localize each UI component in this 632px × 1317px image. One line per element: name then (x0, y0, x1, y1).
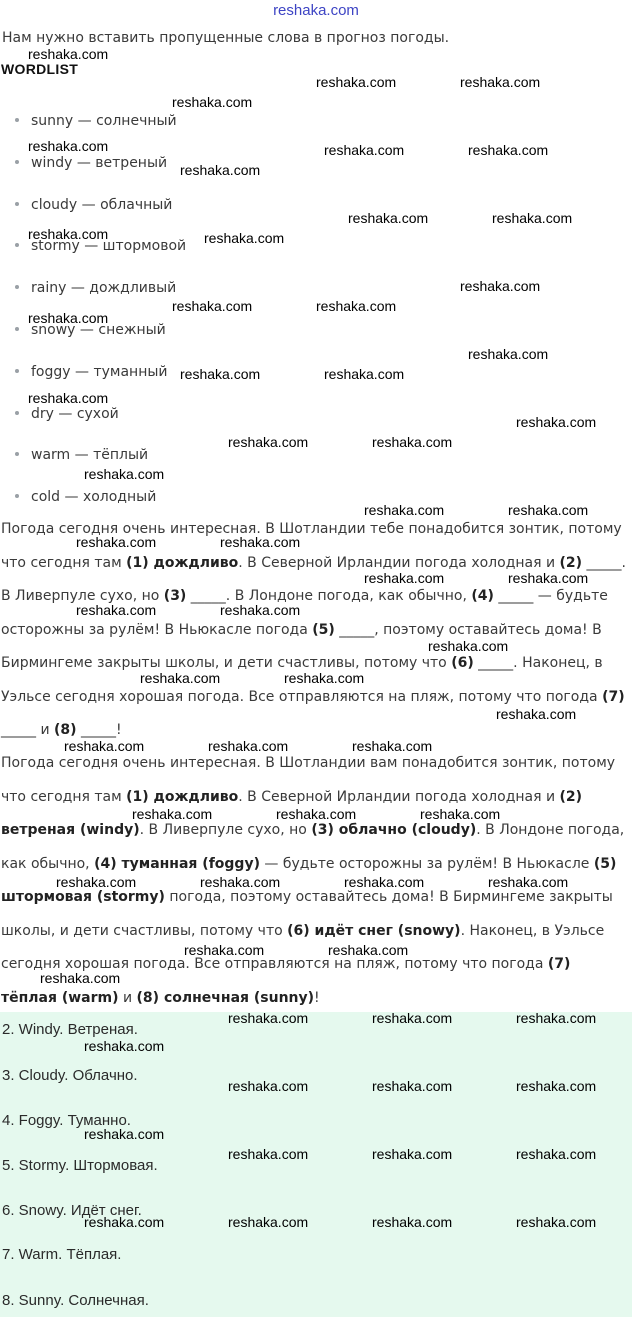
watermark-text: reshaka.com (180, 162, 261, 178)
watermark-text: reshaka.com (324, 366, 405, 382)
answer-line: 3. Cloudy. Облачно. (2, 1067, 138, 1084)
watermark-text: reshaka.com (324, 142, 405, 158)
watermark-text: reshaka.com (496, 706, 577, 722)
watermark-text: reshaka.com (204, 230, 285, 246)
watermark-text: reshaka.com (228, 1078, 309, 1094)
bullet-icon (15, 285, 19, 289)
watermark-text: reshaka.com (56, 874, 137, 890)
bullet-icon (15, 160, 19, 164)
watermark-text: reshaka.com (172, 94, 253, 110)
watermark-text: reshaka.com (420, 806, 501, 822)
answer-line: 8. Sunny. Солнечная. (2, 1292, 149, 1309)
watermark-text: reshaka.com (316, 298, 397, 314)
solution-paragraph: Погода сегодня очень интересная. В Шотландии вам понадобится зонтик, потому что сегодня там (1) дождливо. В Северной Ирландии погода холодная и (2) ветреная (windy). В Ливерпуле сухо, но (3) облачно (cloudy). В Лондоне погода, как обычно, (4) туманная (foggy) — будьте осторожны за рулём! В Ньюкасле (5) штормовая (stormy) погода, поэтому оставайтесь дома! В Бирмингеме закрыты школы, и дети счастливы, потому что (6) идёт снег (snowy). Наконец, в Уэльсе сегодня хорошая погода. Все отправляются на пляж, потому что погода (7) тёплая (warm) и (8) солнечная (sunny)! (1, 755, 625, 1006)
bullet-icon (15, 243, 19, 247)
watermark-text: reshaka.com (76, 602, 157, 618)
watermark-text: reshaka.com (180, 366, 261, 382)
watermark-text: reshaka.com (84, 1214, 165, 1230)
watermark-text: reshaka.com (372, 1146, 453, 1162)
watermark-text: reshaka.com (284, 670, 365, 686)
answer-line: 6. Snowy. Идёт снег. (2, 1202, 142, 1219)
list-item: windy — ветреный (15, 152, 186, 194)
watermark-text: reshaka.com (28, 138, 109, 154)
bullet-icon (15, 369, 19, 373)
watermark-text: reshaka.com (348, 210, 429, 226)
watermark-text: reshaka.com (492, 210, 573, 226)
watermark-text: reshaka.com (84, 1038, 165, 1054)
watermark-text: reshaka.com (468, 142, 549, 158)
watermark-text: reshaka.com (488, 874, 569, 890)
watermark-text: reshaka.com (228, 1146, 309, 1162)
watermark-text: reshaka.com (364, 502, 445, 518)
watermark-text: reshaka.com (184, 942, 265, 958)
intro-text: Нам нужно вставить пропущенные слова в прогноз погоды. (2, 30, 450, 46)
watermark-text: reshaka.com (40, 970, 121, 986)
watermark-text: reshaka.com (372, 1214, 453, 1230)
watermark-text: reshaka.com (508, 502, 589, 518)
answers-block (0, 1012, 632, 1317)
site-link[interactable]: reshaka.com (273, 2, 359, 19)
list-item: dry — сухой (15, 403, 186, 445)
list-item: rainy — дождливый (15, 277, 186, 319)
list-item: snowy — снежный (15, 319, 186, 361)
watermark-text: reshaka.com (344, 874, 425, 890)
watermark-text: reshaka.com (460, 278, 541, 294)
watermark-text: reshaka.com (508, 570, 589, 586)
watermark-text: reshaka.com (132, 806, 213, 822)
watermark-text: reshaka.com (372, 1010, 453, 1026)
bullet-icon (15, 327, 19, 331)
watermark-text: reshaka.com (516, 1078, 597, 1094)
watermark-text: reshaka.com (276, 806, 357, 822)
list-item: foggy — туманный (15, 361, 186, 403)
watermark-text: reshaka.com (228, 1214, 309, 1230)
list-item: cold — холодный (15, 486, 186, 528)
watermark-text: reshaka.com (76, 534, 157, 550)
watermark-text: reshaka.com (28, 390, 109, 406)
watermark-text: reshaka.com (28, 46, 109, 62)
watermark-text: reshaka.com (220, 534, 301, 550)
watermark-text: reshaka.com (200, 874, 281, 890)
watermark-text: reshaka.com (372, 434, 453, 450)
bullet-icon (15, 494, 19, 498)
answer-line: 7. Warm. Тёплая. (2, 1246, 122, 1263)
watermark-text: reshaka.com (460, 74, 541, 90)
watermark-text: reshaka.com (28, 310, 109, 326)
watermark-text: reshaka.com (316, 74, 397, 90)
watermark-text: reshaka.com (220, 602, 301, 618)
bullet-icon (15, 452, 19, 456)
wordlist-heading: WORDLIST (1, 61, 79, 77)
watermark-text: reshaka.com (228, 1010, 309, 1026)
answer-line: 2. Windy. Ветреная. (2, 1021, 138, 1038)
watermark-text: reshaka.com (28, 226, 109, 242)
watermark-text: reshaka.com (352, 738, 433, 754)
watermark-text: reshaka.com (372, 1078, 453, 1094)
watermark-text: reshaka.com (84, 1126, 165, 1142)
watermark-text: reshaka.com (84, 466, 165, 482)
watermark-text: reshaka.com (140, 670, 221, 686)
bullet-icon (15, 118, 19, 122)
watermark-text: reshaka.com (208, 738, 289, 754)
watermark-text: reshaka.com (516, 1214, 597, 1230)
list-item: sunny — солнечный (15, 110, 186, 152)
watermark-text: reshaka.com (468, 346, 549, 362)
watermark-text: reshaka.com (328, 942, 409, 958)
watermark-text: reshaka.com (428, 638, 509, 654)
list-item: stormy — штормовой (15, 235, 186, 277)
list-item: warm — тёплый (15, 444, 186, 486)
watermark-text: reshaka.com (516, 1010, 597, 1026)
list-item: cloudy — облачный (15, 194, 186, 236)
watermark-text: reshaka.com (516, 414, 597, 430)
watermark-text: reshaka.com (228, 434, 309, 450)
watermark-text: reshaka.com (516, 1146, 597, 1162)
bullet-icon (15, 411, 19, 415)
watermark-text: reshaka.com (364, 570, 445, 586)
task-paragraph: Погода сегодня очень интересная. В Шотландии тебе понадобится зонтик, потому что сегодня там (1) дождливо. В Северной Ирландии погода холодная и (2) _____. В Ливерпуле сухо, но (3) _____. В Лондоне погода, как обычно, (4) _____ — будьте осторожны за рулём! В Ньюкасле погода (5) _____, поэтому оставайтесь дома! В Бирмингеме закрыты школы, и дети счастливы, потому что (6) _____. Наконец, в Уэльсе сегодня хорошая погода. Все отправляются на пляж, потому что погода (7) _____ и (8) _____! (1, 521, 626, 738)
watermark-text: reshaka.com (64, 738, 145, 754)
answer-line: 4. Foggy. Туманно. (2, 1112, 131, 1129)
answer-line: 5. Stormy. Штормовая. (2, 1157, 158, 1174)
bullet-icon (15, 202, 19, 206)
watermark-text: reshaka.com (172, 298, 253, 314)
